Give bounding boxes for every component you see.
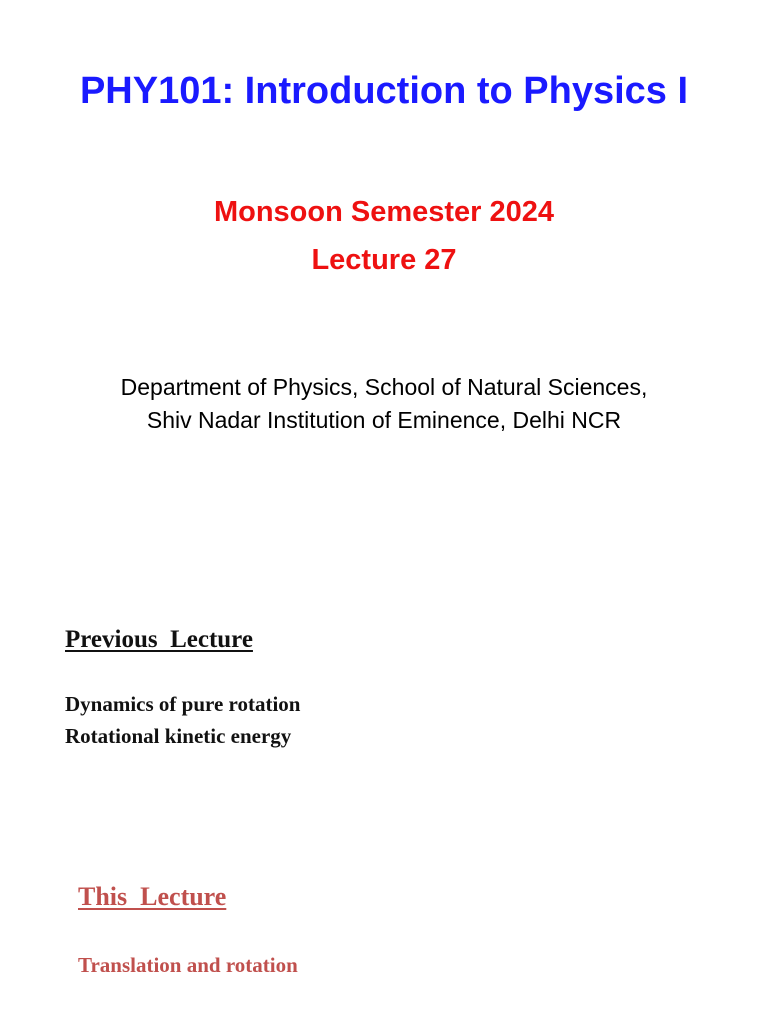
course-title: PHY101: Introduction to Physics I: [79, 70, 689, 112]
affiliation: [0, 371, 768, 437]
this-lecture-heading: This Lecture: [78, 882, 227, 911]
affiliation-line-1: Department of Physics, School of Natural Sciences,: [120, 374, 648, 400]
previous-lecture-heading: Previous Lecture: [65, 626, 253, 653]
affiliation-line-2: Shiv Nadar Institution of Eminence, Delhi NCR: [146, 407, 622, 433]
previous-lecture-item: Rotational kinetic energy: [65, 724, 292, 748]
this-lecture-item: Translation and rotation: [78, 953, 298, 977]
semester-label: Monsoon Semester 2024: [213, 196, 555, 228]
previous-lecture-item: Dynamics of pure rotation: [65, 692, 301, 716]
lecture-number: Lecture 27: [311, 244, 457, 276]
